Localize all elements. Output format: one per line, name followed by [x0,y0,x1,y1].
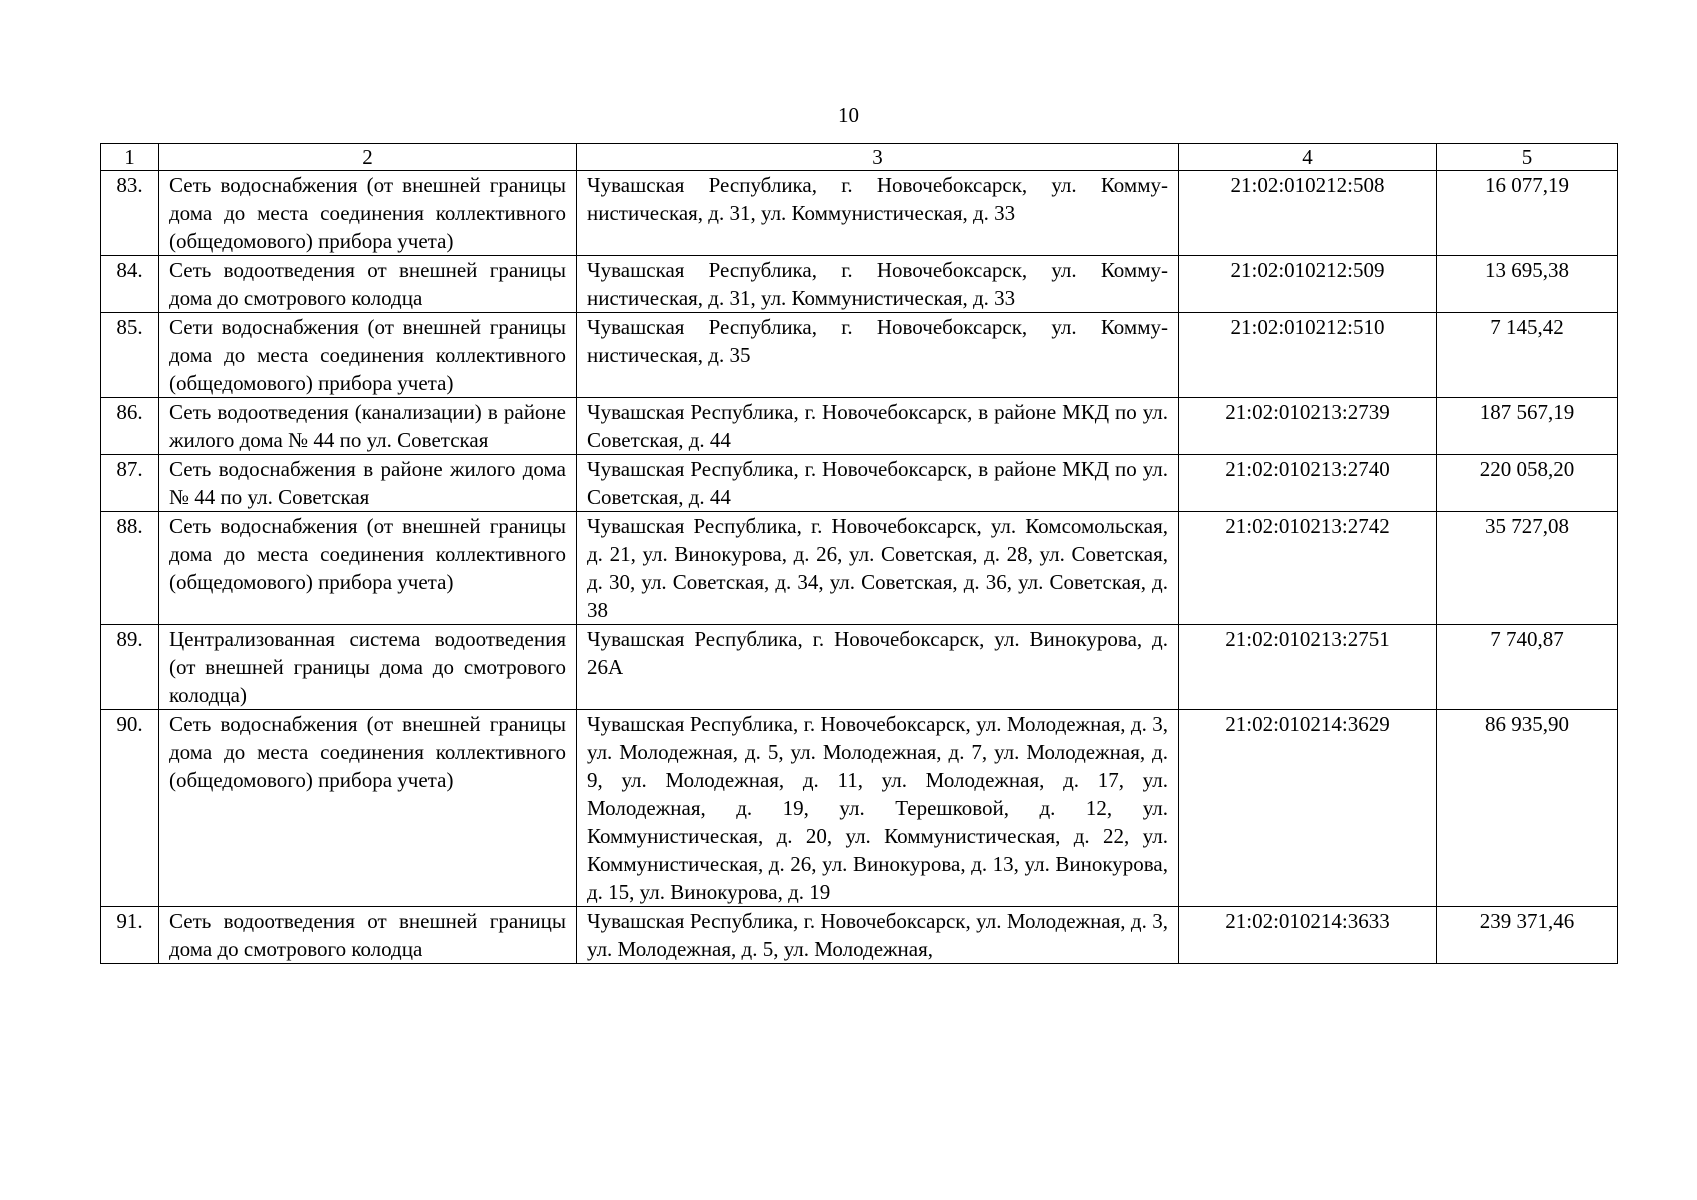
property-table [100,143,1618,964]
object-name: Сеть водоотведения от внешней границы дома до смотрового колодца [159,907,577,964]
object-address: Чувашская Республика, г. Новочебоксарск, ул. Коммунистическая, д. 31, ул. Коммунистическая, д. 33 [577,171,1179,256]
header-col-5: 5 [1437,144,1618,171]
table-row [101,907,1618,964]
row-number: 86. [101,398,159,455]
row-number: 84. [101,256,159,313]
cadastral-number: 21:02:010212:510 [1179,313,1437,398]
cadastral-number: 21:02:010213:2751 [1179,625,1437,710]
cadastral-number: 21:02:010213:2742 [1179,512,1437,625]
object-address: Чувашская Республика, г. Новочебоксарск, в районе МКД по ул. Советская, д. 44 [577,398,1179,455]
row-number: 89. [101,625,159,710]
object-name: Сеть водоснабжения в районе жилого дома № 44 по ул. Советская [159,455,577,512]
table-row [101,171,1618,256]
row-number: 83. [101,171,159,256]
cadastral-number: 21:02:010212:508 [1179,171,1437,256]
cadastral-number: 21:02:010214:3629 [1179,710,1437,907]
object-name: Сеть водоснабжения (от внешней границы дома до места соединения коллективного (общедомового) прибора учета) [159,512,577,625]
row-number: 90. [101,710,159,907]
table-row [101,455,1618,512]
cost-value: 13 695,38 [1437,256,1618,313]
object-name: Сети водоснабжения (от внешней границы дома до места соединения коллективного (общедомового) прибора учета) [159,313,577,398]
cadastral-number: 21:02:010212:509 [1179,256,1437,313]
cost-value: 239 371,46 [1437,907,1618,964]
cadastral-number: 21:02:010213:2740 [1179,455,1437,512]
object-address: Чувашская Республика, г. Новочебоксарск, ул. Молодежная, д. 3, ул. Молодежная, д. 5, ул. Молодежная, [577,907,1179,964]
cost-value: 220 058,20 [1437,455,1618,512]
object-name: Сеть водоотведения от внешней границы дома до смотрового колодца [159,256,577,313]
object-address: Чувашская Республика, г. Новочебоксарск, ул. Молодежная, д. 3, ул. Молодежная, д. 5, ул. Молодежная, д. 7, ул. Молодежная, д. 9, ул. Молодежная, д. 11, ул. Молодежная, д. 17, ул. Молодежная, д. 19, ул. Терешковой, д. 12, ул. Коммунистическая, д. 20, ул. Коммунистическая, д. 22, ул. Коммунистическая, д. 26, ул. Винокурова, д. 13, ул. Винокурова, д. 15, ул. Винокурова, д. 19 [577,710,1179,907]
table-row [101,710,1618,907]
header-col-3: 3 [577,144,1179,171]
row-number: 85. [101,313,159,398]
page-number: 10 [838,103,859,127]
cadastral-number: 21:02:010213:2739 [1179,398,1437,455]
cadastral-number: 21:02:010214:3633 [1179,907,1437,964]
object-address: Чувашская Республика, г. Новочебоксарск, ул. Винокурова, д. 26А [577,625,1179,710]
row-number: 88. [101,512,159,625]
object-name: Сеть водоснабжения (от внешней границы дома до места соединения коллективного (общедомового) прибора учета) [159,710,577,907]
header-col-2: 2 [159,144,577,171]
row-number: 87. [101,455,159,512]
header-col-1: 1 [101,144,159,171]
row-number: 91. [101,907,159,964]
table-row [101,625,1618,710]
object-address: Чувашская Республика, г. Новочебоксарск, ул. Коммунистическая, д. 31, ул. Коммунистическая, д. 33 [577,256,1179,313]
object-address: Чувашская Республика, г. Новочебоксарск, ул. Коммунистическая, д. 35 [577,313,1179,398]
cost-value: 86 935,90 [1437,710,1618,907]
table-header-row [101,144,1618,171]
table-row [101,313,1618,398]
table-row [101,256,1618,313]
cost-value: 7 145,42 [1437,313,1618,398]
object-address: Чувашская Республика, г. Новочебоксарск, ул. Комсомольская, д. 21, ул. Винокурова, д. 26, ул. Советская, д. 28, ул. Советская, д. 30, ул. Советская, д. 34, ул. Советская, д. 36, ул. Советская, д. 38 [577,512,1179,625]
object-name: Сеть водоснабжения (от внешней границы дома до места соединения коллективного (общедомового) прибора учета) [159,171,577,256]
cost-value: 187 567,19 [1437,398,1618,455]
cost-value: 7 740,87 [1437,625,1618,710]
object-name: Сеть водоотведения (канализации) в районе жилого дома № 44 по ул. Советская [159,398,577,455]
cost-value: 16 077,19 [1437,171,1618,256]
header-col-4: 4 [1179,144,1437,171]
table-row [101,512,1618,625]
table-row [101,398,1618,455]
object-name: Централизованная система водоотведения (от внешней границы дома до смотрового колодца) [159,625,577,710]
object-address: Чувашская Республика, г. Новочебоксарск, в районе МКД по ул. Советская, д. 44 [577,455,1179,512]
cost-value: 35 727,08 [1437,512,1618,625]
